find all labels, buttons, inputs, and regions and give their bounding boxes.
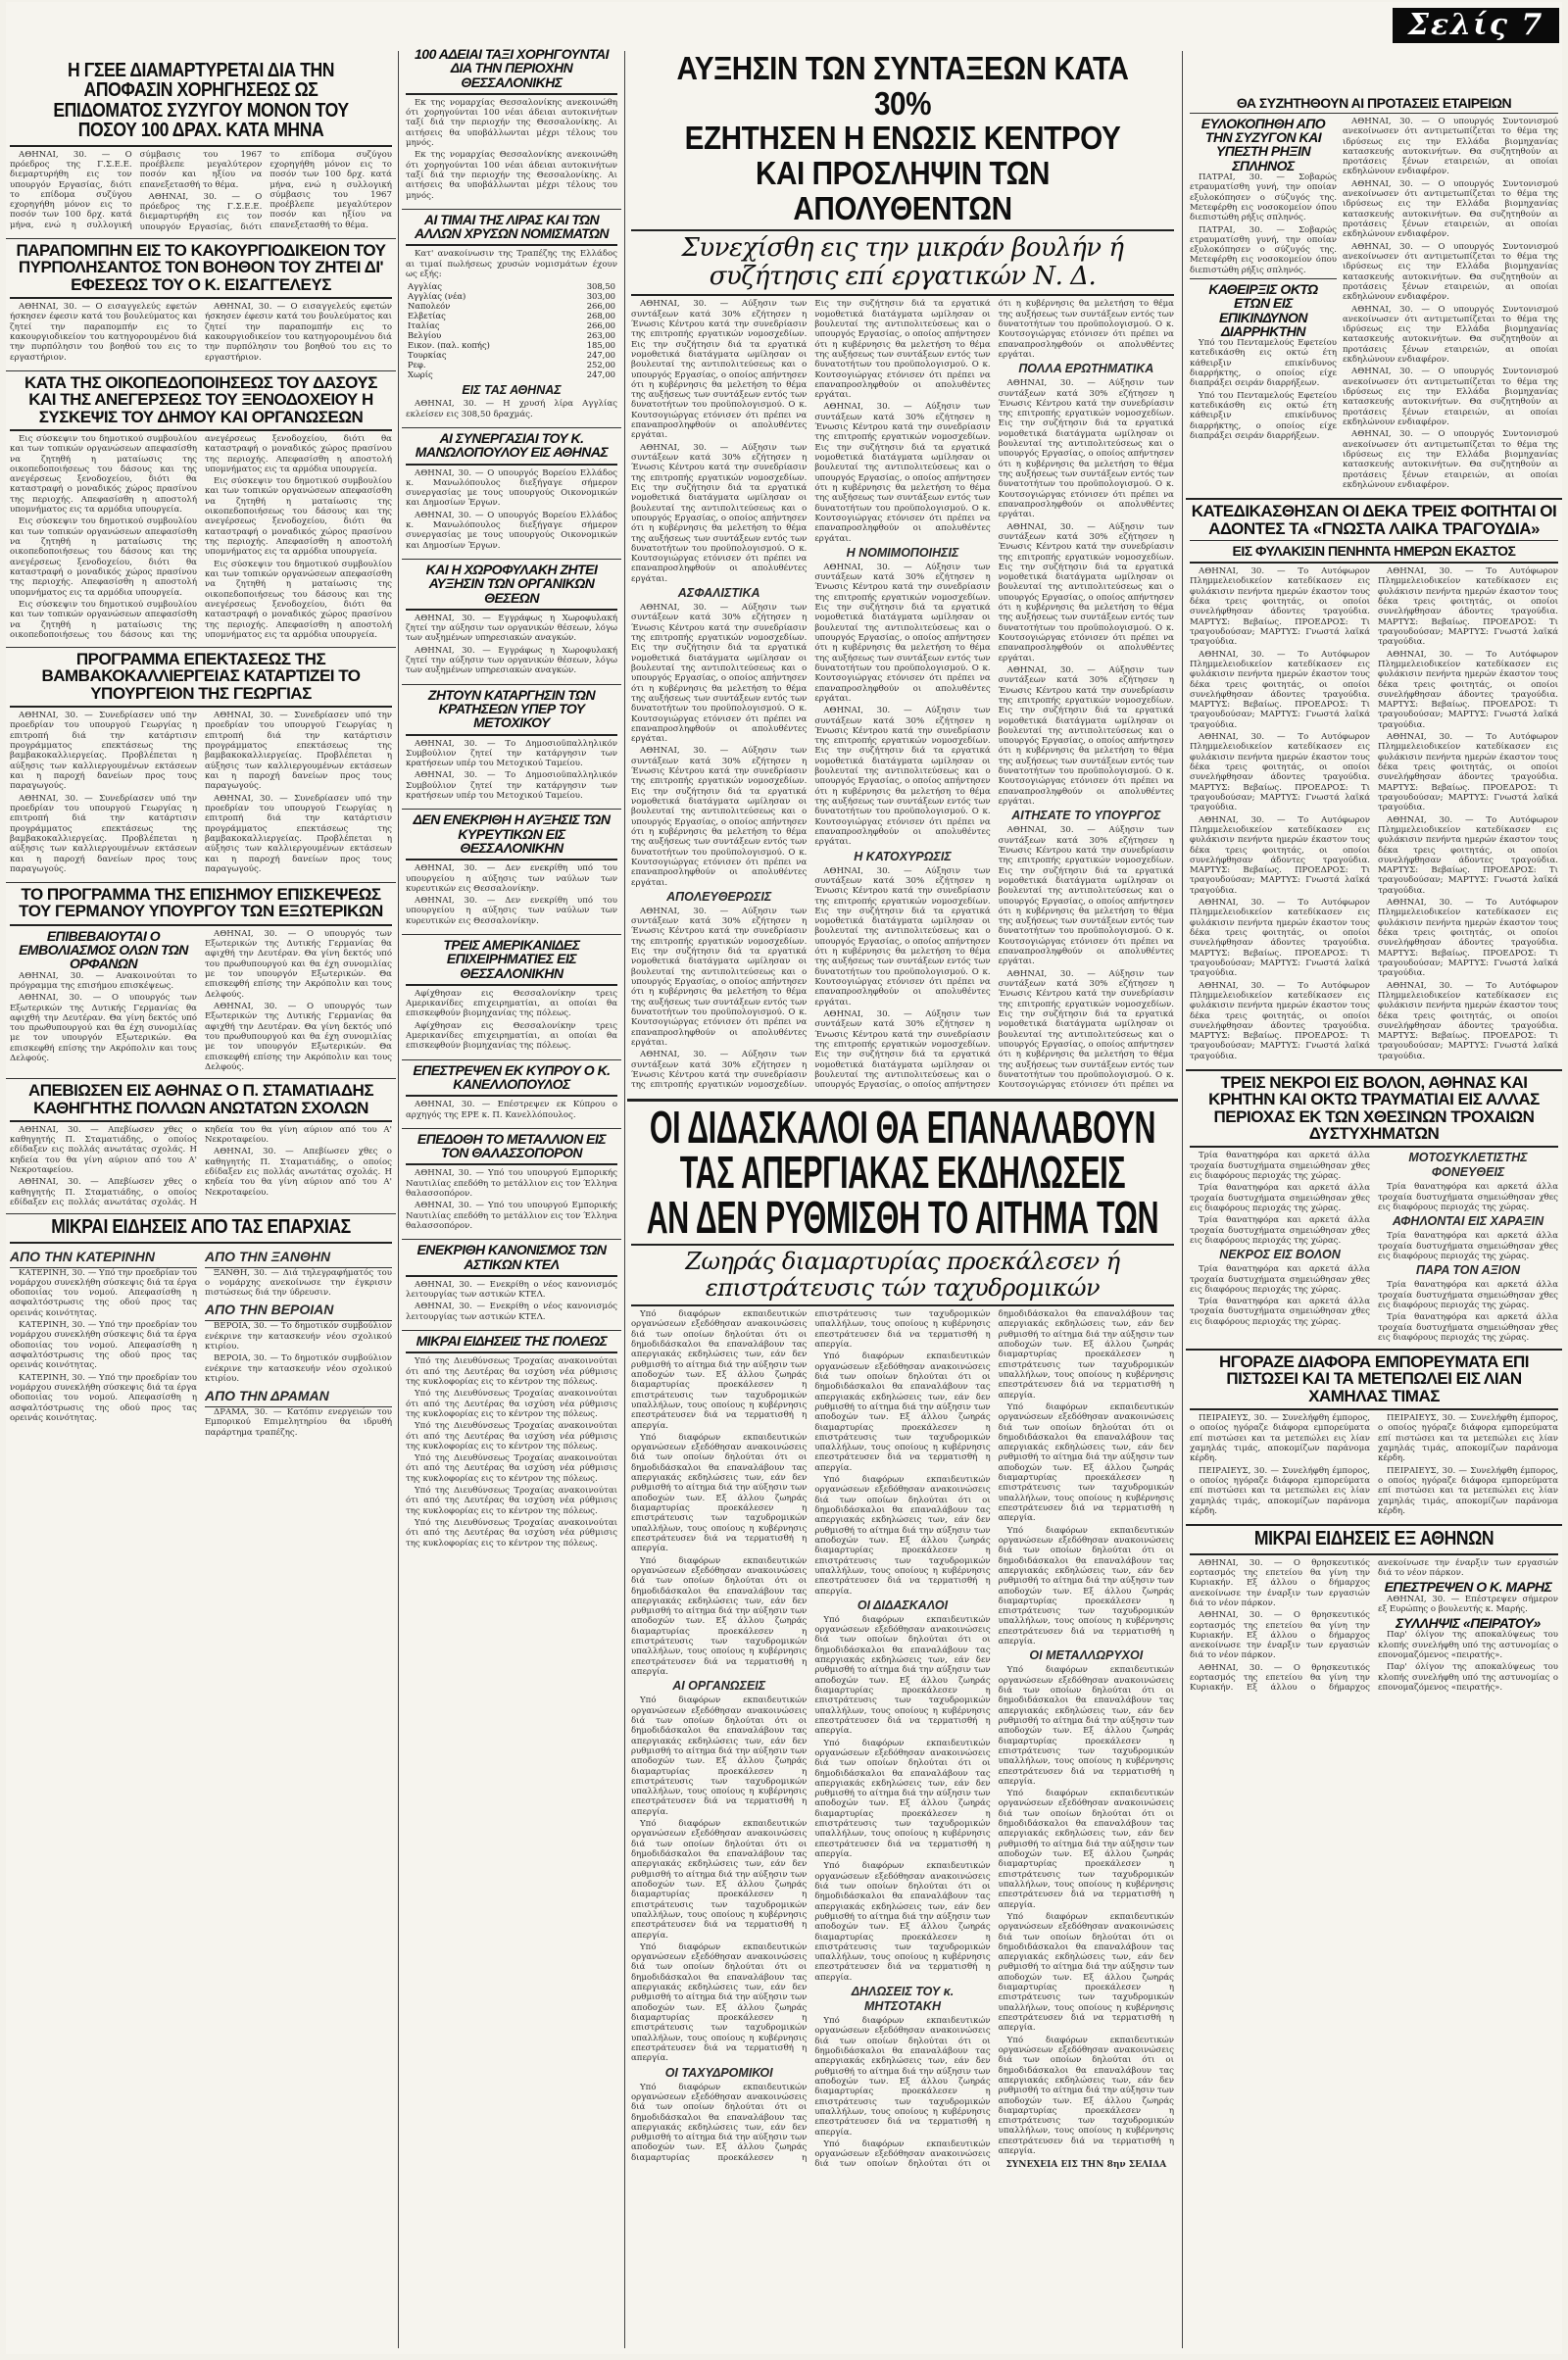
gold-price-table xyxy=(406,281,617,379)
article-body: ΑΘΗΝΑΙ, 30. — Υπό του υπουργού Εμπορικής Ναυτιλίας επεδόθη το μετάλλιον εις τον Έλληνα θαλασσοπόρον. ΑΘΗΝΑΙ, 30. — Υπό του υπουργού Εμπορικής Ναυτιλίας επεδόθη το μετάλλιον εις τον Έλληνα θαλασσοπόρον. xyxy=(406,1168,617,1231)
divider xyxy=(1190,113,1558,114)
subheadline: ΕΙΣ ΤΑΣ ΑΘΗΝΑΣ xyxy=(462,383,562,398)
article-manolopoulos xyxy=(406,431,617,553)
main-headline-line-3: ΚΑΙ ΠΡΟΣΛΗΨΙΝ ΤΩΝ ΑΠΟΛΥΘΕΝΤΩΝ xyxy=(755,154,1051,226)
headline: Η ΓΣΕΕ ΔΙΑΜΑΡΤΥΡΕΤΑΙ ΔΙΑ ΤΗΝ ΑΠΟΦΑΣΙΝ ΧΟΡΗΓΗΣΕΩΣ ΩΣ ΕΠΙΔΟΜΑΤΟΣ ΣΥΖΥΓΟΥ ΜΟΝΟΝ ΤΟΥ ΠΟΣΟΥ 100 ΔΡΑΧ. ΚΑΤΑ ΜΗΝΑ xyxy=(53,61,349,142)
headline: ΔΕΝ ΕΝΕΚΡΙΘΗ Η ΑΥΞΗΣΙΣ ΤΩΝ ΚΥΡΕΥΤΙΚΩΝ ΕΙΣ ΘΕΣΣΑΛΟΝΙΚΗΝ xyxy=(413,812,611,856)
article-body: ΑΘΗΝΑΙ, 30. — Απεβίωσεν χθες ο καθηγητής Π. Σταματιάδης, ο οποίος εδίδαξεν εις πολλάς ανωτάτας σχολάς. Η κηδεία του θα γίνη αύριον από του Α' Νεκροταφείου. ΑΘΗΝΑΙ, 30. — Απεβίωσεν χθες ο καθηγητής Π. Σταματιάδης, ο οποίος εδίδαξεν εις πολλάς ανωτάτας σχολάς. Η κηδεία του θα γίνη αύριον από του Α' Νεκροταφείου. ΑΘΗΝΑΙ, 30. — Απεβίωσεν χθες ο καθηγητής Π. Σταματιάδης, ο οποίος εδίδαξεν εις πολλάς ανωτάτας σχολάς. Η κηδεία του θα γίνη αύριον από του Α' Νεκροταφείου. xyxy=(10,1124,392,1208)
article-dasos xyxy=(10,374,392,641)
divider xyxy=(10,706,392,708)
headline: ΚΑΙ Η ΧΩΡΟΦΥΛΑΚΗ ΖΗΤΕΙ ΑΥΞΗΣΙΝ ΤΩΝ ΟΡΓΑΝΙΚΩΝ ΘΕΣΕΩΝ xyxy=(425,563,598,606)
coin-name: Ναπολεόν xyxy=(408,301,451,312)
gold-price-row xyxy=(406,340,617,350)
article-body: ΑΘΗΝΑΙ, 30. — Εγγράφως η Χωροφυλακή ζητεί την αύξησιν των οργανικών θέσεων, λόγω των αυξημένων υπηρεσιακών αναγκών. ΑΘΗΝΑΙ, 30. — Εγγράφως η Χωροφυλακή ζητεί την αύξησιν των οργανικών θέσεων, λόγω των αυξημένων υπηρεσιακών αναγκών. xyxy=(406,613,617,676)
main-headline-line-1: ΑΥΞΗΣΙΝ ΤΩΝ ΣΥΝΤΑΞΕΩΝ ΚΑΤΑ 30% xyxy=(676,51,1129,122)
second-headline-line-2: ΤΑΣ ΑΠΕΡΓΙΑΚΑΣ ΕΚΔΗΛΩΣΕΙΣ xyxy=(679,1147,1126,1199)
divider xyxy=(406,609,617,611)
divider xyxy=(406,244,617,246)
subheadline: Η ΝΟΜΙΜΟΠΟΙΗΣΙΣ xyxy=(846,545,959,560)
headline: ΜΙΚΡΑΙ ΕΙΔΗΣΕΙΣ ΑΠΟ ΤΑΣ ΕΠΑΡΧΙΑΣ xyxy=(51,1217,351,1239)
subheadline: ΑΦΗΛΟΝΤΑΙ ΕΙΣ ΧΑΡΑΞΙΝ xyxy=(1392,1214,1544,1229)
divider xyxy=(402,209,621,210)
article-body: ΑΘΗΝΑΙ, 30. — Αύξησιν των συντάξεων κατά 30% εζήτησεν η Ένωσις Κέντρου κατά την συνεδρίασιν της επιτροπής εργατικών νομοσχεδίων. Εις την συζήτησιν διά τα εργατικά νομοθετικά διατάγματα ωμίλησαν οι βουλευταί της αντιπολιτεύσεως και ο υπουργός Εργασίας, ο οποίος απήντησεν ότι η κυβέρνησις θα μελετήση το θέμα της αυξήσεως των συντάξεων εντός των δυνατοτήτων του προϋπολογισμού. Ο κ. Κουτσογιώργας ετόνισεν ότι πρέπει να επαναπροσληφθούν οι απολυθέντες εργάται. ΑΘΗΝΑΙ, 30. — Αύξησιν των συντάξεων κατά 30% εζήτησεν η Ένωσις Κέντρου κατά την συνεδρίασιν της επιτροπής εργατικών νομοσχεδίων. Εις την συζήτησιν διά τα εργατικά νομοθετικά διατάγματα ωμίλησαν οι βουλευταί της αντιπολιτεύσεως και ο υπουργός Εργασίας, ο οποίος απήντησεν ότι η κυβέρνησις θα μελετήση το θέμα της αυξήσεως των συντάξεων εντός των δυνατοτήτων του προϋπολογισμού. Ο κ. Κουτσογιώργας ετόνισεν ότι πρέπει να επαναπροσληφθούν οι απολυθέντες εργάται. ΑΣΦΑΛΙΣΤΙΚΑ ΑΘΗΝΑΙ, 30. — Αύξησιν των συντάξεων κατά 30% εζήτησεν η Ένωσις Κέντρου κατά την συνεδρίασιν της επιτροπής εργατικών νομοσχεδίων. Εις την συζήτησιν διά τα εργατικά νομοθετικά διατάγματα ωμίλησαν οι βουλευταί της αντιπολιτεύσεως και ο υπουργός Εργασίας, ο οποίος απήντησεν ότι η κυβέρνησις θα μελετήση το θέμα της αυξήσεως των συντάξεων εντός των δυνατοτήτων του προϋπολογισμού. Ο κ. Κουτσογιώργας ετόνισεν ότι πρέπει να επαναπροσληφθούν οι απολυθέντες εργάται. ΑΘΗΝΑΙ, 30. — Αύξησιν των συντάξεων κατά 30% εζήτησεν η Ένωσις Κέντρου κατά την συνεδρίασιν της επιτροπής εργατικών νομοσχεδίων. Εις την συζήτησιν διά τα εργατικά νομοθετικά διατάγματα ωμίλησαν οι βουλευταί της αντιπολιτεύσεως και ο υπουργός Εργασίας, ο οποίος απήντησεν ότι η κυβέρνησις θα μελετήση το θέμα της αυξήσεως των συντάξεων εντός των δυνατοτήτων του προϋπολογισμού. Ο κ. Κουτσογιώργας ετόνισεν ότι πρέπει να επαναπροσληφθούν οι απολυθέντες εργάται. ΑΠΟΛΕΥΘΕΡΩΣΙΣ ΑΘΗΝΑΙ, 30. — Αύξησιν των συντάξεων κατά 30% εζήτησεν η Ένωσις Κέντρου κατά την συνεδρίασιν της επιτροπής εργατικών νομοσχεδίων. Εις την συζήτησιν διά τα εργατικά νομοθετικά διατάγματα ωμίλησαν οι βουλευταί της αντιπολιτεύσεως και ο υπουργός Εργασίας, ο οποίος απήντησεν ότι η κυβέρνησις θα μελετήση το θέμα της αυξήσεως των συντάξεων εντός των δυνατοτήτων του προϋπολογισμού. Ο κ. Κουτσογιώργας ετόνισεν ότι πρέπει να επαναπροσληφθούν οι απολυθέντες εργάται. ΑΘΗΝΑΙ, 30. — Αύξησιν των συντάξεων κατά 30% εζήτησεν η Ένωσις Κέντρου κατά την συνεδρίασιν της επιτροπής εργατικών νομοσχεδίων. Εις την συζήτησιν διά τα εργατικά νομοθετικά διατάγματα ωμίλησαν οι βουλευταί της αντιπολιτεύσεως και ο υπουργός Εργασίας, ο οποίος απήντησεν ότι η κυβέρνησις θα μελετήση το θέμα της αυξήσεως των συντάξεων εντός των δυνατοτήτων του προϋπολογισμού. Ο κ. Κουτσογιώργας ετόνισεν ότι πρέπει να επαναπροσληφθούν οι απολυθέντες εργάται. ΑΘΗΝΑΙ, 30. — Αύξησιν των συντάξεων κατά 30% εζήτησεν η Ένωσις Κέντρου κατά την συνεδρίασιν της επιτροπής εργατικών νομοσχεδίων. Εις την συζήτησιν διά τα εργατικά νομοθετικά διατάγματα ωμίλησαν οι βουλευταί της αντιπολιτεύσεως και ο υπουργός Εργασίας, ο οποίος απήντησεν ότι η κυβέρνησις θα μελετήση το θέμα της αυξήσεως των συντάξεων εντός των δυνατοτήτων του προϋπολογισμού. Ο κ. Κουτσογιώργας ετόνισεν ότι πρέπει να επαναπροσληφθούν οι απολυθέντες εργάται. Η ΝΟΜΙΜΟΠΟΙΗΣΙΣ ΑΘΗΝΑΙ, 30. — Αύξησιν των συντάξεων κατά 30% εζήτησεν η Ένωσις Κέντρου κατά την συνεδρίασιν της επιτροπής εργατικών νομοσχεδίων. Εις την συζήτησιν διά τα εργατικά νομοθετικά διατάγματα ωμίλησαν οι βουλευταί της αντιπολιτεύσεως και ο υπουργός Εργασίας, ο οποίος απήντησεν ότι η κυβέρνησις θα μελετήση το θέμα της αυξήσεως των συντάξεων εντός των δυνατοτήτων του προϋπολογισμού. Ο κ. Κουτσογιώργας ετόνισεν ότι πρέπει να επαναπροσληφθούν οι απολυθέντες εργάται. ΑΘΗΝΑΙ, 30. — Αύξησιν των συντάξεων κατά 30% εζήτησεν η Ένωσις Κέντρου κατά την συνεδρίασιν της επιτροπής εργατικών νομοσχεδίων. Εις την συζήτησιν διά τα εργατικά νομοθετικά διατάγματα ωμίλησαν οι βουλευταί της αντιπολιτεύσεως και ο υπουργός Εργασίας, ο οποίος απήντησεν ότι η κυβέρνησις θα μελετήση το θέμα της αυξήσεως των συντάξεων εντός των δυνατοτήτων του προϋπολογισμού. Ο κ. Κουτσογιώργας ετόνισεν ότι πρέπει να επαναπροσληφθούν οι απολυθέντες εργάται. Η ΚΑΤΟΧΥΡΩΣΙΣ ΑΘΗΝΑΙ, 30. — Αύξησιν των συντάξεων κατά 30% εζήτησεν η Ένωσις Κέντρου κατά την συνεδρίασιν της επιτροπής εργατικών νομοσχεδίων. Εις την συζήτησιν διά τα εργατικά νομοθετικά διατάγματα ωμίλησαν οι βουλευταί της αντιπολιτεύσεως και ο υπουργός Εργασίας, ο οποίος απήντησεν ότι η κυβέρνησις θα μελετήση το θέμα της αυξήσεως των συντάξεων εντός των δυνατοτήτων του προϋπολογισμού. Ο κ. Κουτσογιώργας ετόνισεν ότι πρέπει να επαναπροσληφθούν οι απολυθέντες εργάται. ΑΘΗΝΑΙ, 30. — Αύξησιν των συντάξεων κατά 30% εζήτησεν η Ένωσις Κέντρου κατά την συνεδρίασιν της επιτροπής εργατικών νομοσχεδίων. Εις την συζήτησιν διά τα εργατικά νομοθετικά διατάγματα ωμίλησαν οι βουλευταί της αντιπολιτεύσεως και ο υπουργός Εργασίας, ο οποίος απήντησεν ότι η κυβέρνησις θα μελετήση το θέμα της αυξήσεως των συντάξεων εντός των δυνατοτήτων του προϋπολογισμού. Ο κ. Κουτσογιώργας ετόνισεν ότι πρέπει να επαναπροσληφθούν οι απολυθέντες εργάται. ΠΟΛΛΑ ΕΡΩΤΗΜΑΤΙΚΑ ΑΘΗΝΑΙ, 30. — Αύξησιν των συντάξεων κατά 30% εζήτησεν η Ένωσις Κέντρου κατά την συνεδρίασιν της επιτροπής εργατικών νομοσχεδίων. Εις την συζήτησιν διά τα εργατικά νομοθετικά διατάγματα ωμίλησαν οι βουλευταί της αντιπολιτεύσεως και ο υπουργός Εργασίας, ο οποίος απήντησεν ότι η κυβέρνησις θα μελετήση το θέμα της αυξήσεως των συντάξεων εντός των δυνατοτήτων του προϋπολογισμού. Ο κ. Κουτσογιώργας ετόνισεν ότι πρέπει να επαναπροσληφθούν οι απολυθέντες εργάται. ΑΘΗΝΑΙ, 30. — Αύξησιν των συντάξεων κατά 30% εζήτησεν η Ένωσις Κέντρου κατά την συνεδρίασιν της επιτροπής εργατικών νομοσχεδίων. Εις την συζήτησιν διά τα εργατικά νομοθετικά διατάγματα ωμίλησαν οι βουλευταί της αντιπολιτεύσεως και ο υπουργός Εργασίας, ο οποίος απήντησεν ότι η κυβέρνησις θα μελετήση το θέμα της αυξήσεως των συντάξεων εντός των δυνατοτήτων του προϋπολογισμού. Ο κ. Κουτσογιώργας ετόνισεν ότι πρέπει να επαναπροσληφθούν οι απολυθέντες εργάται. ΑΘΗΝΑΙ, 30. — Αύξησιν των συντάξεων κατά 30% εζήτησεν η Ένωσις Κέντρου κατά την συνεδρίασιν της επιτροπής εργατικών νομοσχεδίων. Εις την συζήτησιν διά τα εργατικά νομοθετικά διατάγματα ωμίλησαν οι βουλευταί της αντιπολιτεύσεως και ο υπουργός Εργασίας, ο οποίος απήντησεν ότι η κυβέρνησις θα μελετήση το θέμα της αυξήσεως των συντάξεων εντός των δυνατοτήτων του προϋπολογισμού. Ο κ. Κουτσογιώργας ετόνισεν ότι πρέπει να επαναπροσληφθούν οι απολυθέντες εργάται. ΑΙΤΗΣΑΤΕ ΤΟ ΥΠΟΥΡΓΟΣ ΑΘΗΝΑΙ, 30. — Αύξησιν των συντάξεων κατά 30% εζήτησεν η Ένωσις Κέντρου κατά την συνεδρίασιν της επιτροπής εργατικών νομοσχεδίων. Εις την συζήτησιν διά τα εργατικά νομοθετικά διατάγματα ωμίλησαν οι βουλευταί της αντιπολιτεύσεως και ο υπουργός Εργασίας, ο οποίος απήντησεν ότι η κυβέρνησις θα μελετήση το θέμα της αυξήσεως των συντάξεων εντός των δυνατοτήτων του προϋπολογισμού. Ο κ. Κουτσογιώργας ετόνισεν ότι πρέπει να επαναπροσληφθούν οι απολυθέντες εργάται. ΑΘΗΝΑΙ, 30. — Αύξησιν των συντάξεων κατά 30% εζήτησεν η Ένωσις Κέντρου κατά την συνεδρίασιν της επιτροπής εργατικών νομοσχεδίων. Εις την συζήτησιν διά τα εργατικά νομοθετικά διατάγματα ωμίλησαν οι βουλευταί της αντιπολιτεύσεως και ο υπουργός Εργασίας, ο οποίος απήντησεν ότι η κυβέρνησις θα μελετήση το θέμα της αυξήσεως των συντάξεων εντός των δυνατοτήτων του προϋπολογισμού. Ο κ. Κουτσογιώργας ετόνισεν ότι πρέπει να xyxy=(631,299,1174,1091)
headline: ΕΠΕΣΤΡΕΨΕΝ Ο Κ. ΜΑΡΗΣ xyxy=(1384,1579,1552,1596)
gold-price-row xyxy=(406,350,617,360)
headline: ΤΟ ΠΡΟΓΡΑΜΜΑ ΤΗΣ ΕΠΙΣΗΜΟΥ ΕΠΙΣΚΕΨΕΩΣ ΤΟΥ ΓΕΡΜΑΝΟΥ ΥΠΟΥΡΓΟΥ ΤΩΝ ΕΞΩΤΕΡΙΚΩΝ xyxy=(19,886,383,921)
column-divider xyxy=(1182,51,1183,2348)
coin-name: Χωρίς xyxy=(408,369,433,380)
gold-price-row xyxy=(406,281,617,291)
subheadline: ΔΗΛΩΣΕΙΣ ΤΟΥ κ. ΜΗΤΣΟΤΑΚΗ xyxy=(851,1985,955,2014)
article-foitites xyxy=(1190,503,1558,1063)
coin-price: 247,00 xyxy=(586,369,615,380)
subheadline: ΜΟΤΟΣΥΚΛΕΤΙΣΤΗΣ ΦΟΝΕΥΘΕΙΣ xyxy=(1408,1151,1528,1180)
second-headline-line-1: ΟΙ ΔΙΔΑΣΚΑΛΟΙ ΘΑ ΕΠΑΝΑΛΑΒΟΥΝ xyxy=(649,1105,1156,1154)
gold-price-row xyxy=(406,301,617,311)
headline: ΣΥΛΛΗΨΙΣ «ΠΕΙΡΑΤΟΥ» xyxy=(1396,1615,1541,1632)
article-body: Εις σύσκεψιν του δημοτικού συμβουλίου και των τοπικών οργανώσεων απεφασίσθη να ζητηθή η ματαίωσις της οικοπεδοποιήσεως του δάσους και της ανεγέρσεως ξενοδοχείου, διότι θα καταστραφή ο μοναδικός χώρος πρασίνου της περιοχής. Απεφασίσθη η αποστολή υπομνήματος εις τα αρμόδια υπουργεία. Εις σύσκεψιν του δημοτικού συμβουλίου και των τοπικών οργανώσεων απεφασίσθη να ζητηθή η ματαίωσις της οικοπεδοποιήσεως του δάσους και της ανεγέρσεως ξενοδοχείου, διότι θα καταστραφή ο μοναδικός χώρος πρασίνου της περιοχής. Απεφασίσθη η αποστολή υπομνήματος εις τα αρμόδια υπουργεία. Εις σύσκεψιν του δημοτικού συμβουλίου και των τοπικών οργανώσεων απεφασίσθη να ζητηθή η ματαίωσις της οικοπεδοποιήσεως του δάσους και της ανεγέρσεως ξενοδοχείου, διότι θα καταστραφή ο μοναδικός χώρος πρασίνου της περιοχής. Απεφασίσθη η αποστολή υπομνήματος εις τα αρμόδια υπουργεία. Εις σύσκεψιν του δημοτικού συμβουλίου και των τοπικών οργανώσεων απεφασίσθη να ζητηθή η ματαίωσις της οικοπεδοποιήσεως του δάσους και της ανεγέρσεως ξενοδοχείου, διότι θα καταστραφή ο μοναδικός χώρος πρασίνου της περιοχής. Απεφασίσθη η αποστολή υπομνήματος εις τα αρμόδια υπουργεία. Εις σύσκεψιν του δημοτικού συμβουλίου και των τοπικών οργανώσεων απεφασίσθη να ζητηθή η ματαίωσις της οικοπεδοποιήσεως του δάσους και της ανεγέρσεως ξενοδοχείου, διότι θα καταστραφή ο μοναδικός χώρος πρασίνου της περιοχής. Απεφασίσθη η αποστολή υπομνήματος εις τα αρμόδια υπουργεία. xyxy=(10,433,392,640)
sidebar-article xyxy=(1190,117,1337,492)
headline: ΠΑΡΑΠΟΜΠΗΝ ΕΙΣ ΤΟ ΚΑΚΟΥΡΓΙΟΔΙΚΕΙΟΝ ΤΟΥ ΠΥΡΠΟΛΗΣΑΝΤΟΣ ΤΟΝ ΒΟΗΘΟΝ ΤΟΥ ΖΗΤΕΙ ΔΙ' ΕΦΕΣΕΩΣ ΤΟΥ Ο Κ. ΕΙΣΑΓΓΕΛΕΥΣ xyxy=(16,242,386,294)
article-body: ΑΘΗΝΑΙ, 30. — Επέστρεψεν εκ Κύπρου ο αρχηγός της ΕΡΕ κ. Π. Κανελλόπουλος. xyxy=(406,1100,617,1120)
article-kanellopoulos xyxy=(406,1063,617,1122)
divider xyxy=(10,1242,392,1244)
coin-name: Ελβετίας xyxy=(408,311,446,321)
coin-price: 263,00 xyxy=(586,330,615,341)
divider xyxy=(406,1163,617,1165)
divider xyxy=(631,229,1174,231)
article-emporos xyxy=(1190,1353,1558,1518)
divider xyxy=(1186,1524,1562,1526)
article-xorofylaki xyxy=(406,563,617,678)
divider xyxy=(406,734,617,736)
divider xyxy=(406,1275,617,1277)
headline: ΗΓΟΡΑΖΕ ΔΙΑΦΟΡΑ ΕΜΠΟΡΕΥΜΑΤΑ ΕΠΙ ΠΙΣΤΩΣΕΙ ΚΑΙ ΤΑ ΜΕΤΕΠΩΛΕΙ ΕΙΣ ΛΙΑΝ ΧΑΜΗΛΑΣ ΤΙΜΑΣ xyxy=(1219,1353,1529,1405)
divider xyxy=(402,934,621,935)
subheadline: ΑΙΤΗΣΑΤΕ ΤΟ ΥΠΟΥΡΓΟΣ xyxy=(1011,809,1161,823)
article-body: Κατ' ανακοίνωσιν της Τραπέζης της Ελλάδος αι τιμαί πωλήσεως χρυσών νομισμάτων έχουν ως εξής: xyxy=(406,249,617,280)
lead-article-didaskaloi xyxy=(631,1105,1174,2348)
divider xyxy=(1186,1349,1562,1351)
headline: ΑΙ ΣΥΝΕΡΓΑΣΙΑΙ ΤΟΥ Κ. ΜΑΝΩΛΟΠΟΥΛΟΥ ΕΙΣ ΑΘΗΝΑΣ xyxy=(415,431,609,461)
article-german-minister xyxy=(10,886,392,1072)
article-body: ΑΘΗΝΑΙ, 30. — Ο πρόεδρος της Γ.Σ.Ε.Ε. διεμαρτυρήθη εις τον υπουργόν Εργασίας, διότι το επίδομα συζύγου εχορηγήθη μόνον εις το ποσόν των 100 δρχ. κατά μήνα, ενώ η συλλογική σύμβασις του 1967 προέβλεπε μεγαλύτερον ποσόν και ηξίου να επανεξετασθή το θέμα. ΑΘΗΝΑΙ, 30. — Ο πρόεδρος της Γ.Σ.Ε.Ε. διεμαρτυρήθη εις τον υπουργόν Εργασίας, διότι το επίδομα συζύγου εχορηγήθη μόνον εις το ποσόν των 100 δρχ. κατά μήνα, ενώ η συλλογική σύμβασις του 1967 προέβλεπε μεγαλύτερον ποσόν και ηξίου να επανεξετασθή το θέμα. xyxy=(10,149,392,232)
coin-name: Αγγλίας (νέα) xyxy=(408,291,466,302)
divider xyxy=(10,429,392,431)
article-body: ΑΘΗΝΑΙ, 30. — Το Δημοσιοϋπαλληλικόν Συμβούλιον ζητεί την κατάργησιν των κρατήσεων υπέρ του Μετοχικού Ταμείου. ΑΘΗΝΑΙ, 30. — Το Δημοσιοϋπαλληλικόν Συμβούλιον ζητεί την κατάργησιν των κρατήσεων υπέρ του Μετοχικού Ταμείου. xyxy=(406,738,617,802)
divider xyxy=(10,924,392,926)
article-gsee xyxy=(10,61,392,232)
article-stamatiadis xyxy=(10,1082,392,1207)
divider xyxy=(627,1099,1178,1102)
divider xyxy=(631,1244,1174,1246)
divider xyxy=(406,1095,617,1097)
divider xyxy=(1186,498,1562,500)
divider xyxy=(406,859,617,860)
section-label: ΑΠΟ ΤΗΝ ΒΕΡΟΙΑΝ xyxy=(205,1300,392,1321)
coin-price: 303,00 xyxy=(586,291,615,302)
subheadline: ΕΙΣ ΦΥΛΑΚΙΣΙΝ ΠΕΝΗΝΤΑ ΗΜΕΡΩΝ ΕΚΑΣΤΟΣ xyxy=(1232,542,1516,559)
article-ktel xyxy=(406,1243,617,1324)
headline: ΚΑΘΕΙΡΞΙΣ ΟΚΤΩ ΕΤΩΝ ΕΙΣ ΕΠΙΚΙΝΔΥΝΟΝ ΔΙΑΡΡΗΚΤΗΝ xyxy=(1208,281,1318,339)
column-3 xyxy=(627,51,1178,2348)
article-body: Αφίχθησαν εις Θεσσαλονίκην τρεις Αμερικανίδες επιχειρηματίαι, αι οποίαι θα επισκεφθούν βιομηχανίας της πόλεως. Αφίχθησαν εις Θεσσαλονίκην τρεις Αμερικανίδες επιχειρηματίαι, αι οποίαι θα επισκεφθούν βιομηχανίας της πόλεως. xyxy=(406,988,617,1052)
coin-name: Ρεφ. xyxy=(408,360,426,370)
coin-name: Τουρκίας xyxy=(408,350,447,361)
article-kyreftika xyxy=(406,812,617,928)
headline: ΕΥΛΟΚΟΠΗΘΗ ΑΠΟ ΤΗΝ ΣΥΖΥΓΟΝ ΚΑΙ ΥΠΕΣΤΗ ΡΗΞΙΝ ΣΠΛΗΝΟΣ xyxy=(1200,115,1326,173)
newspaper-page xyxy=(6,2,1562,2354)
article-body: ΑΘΗΝΑΙ, 30. — Η χρυσή λίρα Αγγλίας εκλείσεν εις 308,50 δραχμάς. xyxy=(406,399,617,419)
gold-price-row xyxy=(406,330,617,340)
divider xyxy=(631,1304,1174,1306)
article-body: Υπό διαφόρων εκπαιδευτικών οργανώσεων εξεδόθησαν ανακοινώσεις διά των οποίων δηλούται ότι οι δημοδιδάσκαλοι θα επαναλάβουν τας απεργιακάς εκδηλώσεις των, εάν δεν ρυθμισθή το αίτημα διά την αύξησιν των αποδοχών των. Εξ άλλου ζωηράς διαμαρτυρίας προεκάλεσεν η επιστράτευσις των ταχυδρομικών υπαλλήλων, τους οποίους η κυβέρνησις επεστράτευσεν διά να τερματισθή η απεργία. Υπό διαφόρων εκπαιδευτικών οργανώσεων εξεδόθησαν ανακοινώσεις διά των οποίων δηλούται ότι οι δημοδιδάσκαλοι θα επαναλάβουν τας απεργιακάς εκδηλώσεις των, εάν δεν ρυθμισθή το αίτημα διά την αύξησιν των αποδοχών των. Εξ άλλου ζωηράς διαμαρτυρίας προεκάλεσεν η επιστράτευσις των ταχυδρομικών υπαλλήλων, τους οποίους η κυβέρνησις επεστράτευσεν διά να τερματισθή η απεργία. Υπό διαφόρων εκπαιδευτικών οργανώσεων εξεδόθησαν ανακοινώσεις διά των οποίων δηλούται ότι οι δημοδιδάσκαλοι θα επαναλάβουν τας απεργιακάς εκδηλώσεις των, εάν δεν ρυθμισθή το αίτημα διά την αύξησιν των αποδοχών των. Εξ άλλου ζωηράς διαμαρτυρίας προεκάλεσεν η επιστράτευσις των ταχυδρομικών υπαλλήλων, τους οποίους η κυβέρνησις επεστράτευσεν διά να τερματισθή η απεργία. ΑΙ ΟΡΓΑΝΩΣΕΙΣ Υπό διαφόρων εκπαιδευτικών οργανώσεων εξεδόθησαν ανακοινώσεις διά των οποίων δηλούται ότι οι δημοδιδάσκαλοι θα επαναλάβουν τας απεργιακάς εκδηλώσεις των, εάν δεν ρυθμισθή το αίτημα διά την αύξησιν των αποδοχών των. Εξ άλλου ζωηράς διαμαρτυρίας προεκάλεσεν η επιστράτευσις των ταχυδρομικών υπαλλήλων, τους οποίους η κυβέρνησις επεστράτευσεν διά να τερματισθή η απεργία. Υπό διαφόρων εκπαιδευτικών οργανώσεων εξεδόθησαν ανακοινώσεις διά των οποίων δηλούται ότι οι δημοδιδάσκαλοι θα επαναλάβουν τας απεργιακάς εκδηλώσεις των, εάν δεν ρυθμισθή το αίτημα διά την αύξησιν των αποδοχών των. Εξ άλλου ζωηράς διαμαρτυρίας προεκάλεσεν η επιστράτευσις των ταχυδρομικών υπαλλήλων, τους οποίους η κυβέρνησις επεστράτευσεν διά να τερματισθή η απεργία. Υπό διαφόρων εκπαιδευτικών οργανώσεων εξεδόθησαν ανακοινώσεις διά των οποίων δηλούται ότι οι δημοδιδάσκαλοι θα επαναλάβουν τας απεργιακάς εκδηλώσεις των, εάν δεν ρυθμισθή το αίτημα διά την αύξησιν των αποδοχών των. Εξ άλλου ζωηράς διαμαρτυρίας προεκάλεσεν η επιστράτευσις των ταχυδρομικών υπαλλήλων, τους οποίους η κυβέρνησις επεστράτευσεν διά να τερματισθή η απεργία. ΟΙ ΤΑΧΥΔΡΟΜΙΚΟΙ Υπό διαφόρων εκπαιδευτικών οργανώσεων εξεδόθησαν ανακοινώσεις διά των οποίων δηλούται ότι οι δημοδιδάσκαλοι θα επαναλάβουν τας απεργιακάς εκδηλώσεις των, εάν δεν ρυθμισθή το αίτημα διά την αύξησιν των αποδοχών των. Εξ άλλου ζωηράς διαμαρτυρίας προεκάλεσεν η επιστράτευσις των ταχυδρομικών υπαλλήλων, τους οποίους η κυβέρνησις επεστράτευσεν διά να τερματισθή η απεργία. Υπό διαφόρων εκπαιδευτικών οργανώσεων εξεδόθησαν ανακοινώσεις διά των οποίων δηλούται ότι οι δημοδιδάσκαλοι θα επαναλάβουν τας απεργιακάς εκδηλώσεις των, εάν δεν ρυθμισθή το αίτημα διά την αύξησιν των αποδοχών των. Εξ άλλου ζωηράς διαμαρτυρίας προεκάλεσεν η επιστράτευσις των ταχυδρομικών υπαλλήλων, τους οποίους η κυβέρνησις επεστράτευσεν διά να τερματισθή η απεργία. Υπό διαφόρων εκπαιδευτικών οργανώσεων εξεδόθησαν ανακοινώσεις διά των οποίων δηλούται ότι οι δημοδιδάσκαλοι θα επαναλάβουν τας απεργιακάς εκδηλώσεις των, εάν δεν ρυθμισθή το αίτημα διά την αύξησιν των αποδοχών των. Εξ άλλου ζωηράς διαμαρτυρίας προεκάλεσεν η επιστράτευσις των ταχυδρομικών υπαλλήλων, τους οποίους η κυβέρνησις επεστράτευσεν διά να τερματισθή η απεργία. ΟΙ ΔΙΔΑΣΚΑΛΟΙ Υπό διαφόρων εκπαιδευτικών οργανώσεων εξεδόθησαν ανακοινώσεις διά των οποίων δηλούται ότι οι δημοδιδάσκαλοι θα επαναλάβουν τας απεργιακάς εκδηλώσεις των, εάν δεν ρυθμισθή το αίτημα διά την αύξησιν των αποδοχών των. Εξ άλλου ζωηράς διαμαρτυρίας προεκάλεσεν η επιστράτευσις των ταχυδρομικών υπαλλήλων, τους οποίους η κυβέρνησις επεστράτευσεν διά να τερματισθή η απεργία. Υπό διαφόρων εκπαιδευτικών οργανώσεων εξεδόθησαν ανακοινώσεις διά των οποίων δηλούται ότι οι δημοδιδάσκαλοι θα επαναλάβουν τας απεργιακάς εκδηλώσεις των, εάν δεν ρυθμισθή το αίτημα διά την αύξησιν των αποδοχών των. Εξ άλλου ζωηράς διαμαρτυρίας προεκάλεσεν η επιστράτευσις των ταχυδρομικών υπαλλήλων, τους οποίους η κυβέρνησις επεστράτευσεν διά να τερματισθή η απεργία. Υπό διαφόρων εκπαιδευτικών οργανώσεων εξεδόθησαν ανακοινώσεις διά των οποίων δηλούται ότι οι δημοδιδάσκαλοι θα επαναλάβουν τας απεργιακάς εκδηλώσεις των, εάν δεν ρυθμισθή το αίτημα διά την αύξησιν των αποδοχών των. Εξ άλλου ζωηράς διαμαρτυρίας προεκάλεσεν η επιστράτευσις των ταχυδρομικών υπαλλήλων, τους οποίους η κυβέρνησις επεστράτευσεν διά να τερματισθή η απεργία. ΔΗΛΩΣΕΙΣ ΤΟΥ κ. ΜΗΤΣΟΤΑΚΗ Υπό διαφόρων εκπαιδευτικών οργανώσεων εξεδόθησαν ανακοινώσεις διά των οποίων δηλούται ότι οι δημοδιδάσκαλοι θα επαναλάβουν τας απεργιακάς εκδηλώσεις των, εάν δεν ρυθμισθή το αίτημα διά την αύξησιν των αποδοχών των. Εξ άλλου ζωηράς διαμαρτυρίας προεκάλεσεν η επιστράτευσις των ταχυδρομικών υπαλλήλων, τους οποίους η κυβέρνησις επεστράτευσεν διά να τερματισθή η απεργία. Υπό διαφόρων εκπαιδευτικών οργανώσεων εξεδόθησαν ανακοινώσεις διά των οποίων δηλούται ότι οι δημοδιδάσκαλοι θα επαναλάβουν τας απεργιακάς εκδηλώσεις των, εάν δεν ρυθμισθή το αίτημα διά την αύξησιν των αποδοχών των. Εξ άλλου ζωηράς διαμαρτυρίας προεκάλεσεν η επιστράτευσις των ταχυδρομικών υπαλλήλων, τους οποίους η κυβέρνησις επεστράτευσεν διά να τερματισθή η απεργία. Υπό διαφόρων εκπαιδευτικών οργανώσεων εξεδόθησαν ανακοινώσεις διά των οποίων δηλούται ότι οι δημοδιδάσκαλοι θα επαναλάβουν τας απεργιακάς εκδηλώσεις των, εάν δεν ρυθμισθή το αίτημα διά την αύξησιν των αποδοχών των. Εξ άλλου ζωηράς διαμαρτυρίας προεκάλεσεν η επιστράτευσις των ταχυδρομικών υπαλλήλων, τους οποίους η κυβέρνησις επεστράτευσεν διά να τερματισθή η απεργία. Υπό διαφόρων εκπαιδευτικών οργανώσεων εξεδόθησαν ανακοινώσεις διά των οποίων δηλούται ότι οι δημοδιδάσκαλοι θα επαναλάβουν τας απεργιακάς εκδηλώσεις των, εάν δεν ρυθμισθή το αίτημα διά την αύξησιν των αποδοχών των. Εξ άλλου ζωηράς διαμαρτυρίας προεκάλεσεν η επιστράτευσις των ταχυδρομικών υπαλλήλων, τους οποίους η κυβέρνησις επεστράτευσεν διά να τερματισθή η απεργία. ΟΙ ΜΕΤΑΛΛΩΡΥΧΟΙ Υπό διαφόρων εκπαιδευτικών οργανώσεων εξεδόθησαν ανακοινώσεις διά των οποίων δηλούται ότι οι δημοδιδάσκαλοι θα επαναλάβουν τας απεργιακάς εκδηλώσεις των, εάν δεν ρυθμισθή το αίτημα διά την αύξησιν των αποδοχών των. Εξ άλλου ζωηράς διαμαρτυρίας προεκάλεσεν η επιστράτευσις των ταχυδρομικών υπαλλήλων, τους οποίους η κυβέρνησις επεστράτευσεν διά να τερματισθή η απεργία. Υπό διαφόρων εκπαιδευτικών οργανώσεων εξεδόθησαν ανακοινώσεις διά των οποίων δηλούται ότι οι δημοδιδάσκαλοι θα επαναλάβουν τας απεργιακάς εκδηλώσεις των, εάν δεν ρυθμισθή το αίτημα διά την αύξησιν των αποδοχών των. Εξ άλλου ζωηράς διαμαρτυρίας προεκάλεσεν η επιστράτευσις των ταχυδρομικών υπαλλήλων, τους οποίους η κυβέρνησις επεστράτευσεν διά να τερματισθή η απεργία. Υπό διαφόρων εκπαιδευτικών οργανώσεων εξεδόθησαν ανακοινώσεις διά των οποίων δηλούται ότι οι δημοδιδάσκαλοι θα επαναλάβουν τας απεργιακάς εκδηλώσεις των, εάν δεν ρυθμισθή το αίτημα διά την αύξησιν των αποδοχών των. Εξ άλλου ζωηράς διαμαρτυρίας προεκάλεσεν η επιστράτευσις των ταχυδρομικών υπαλλήλων, τους οποίους η κυβέρνησις επεστράτευσεν διά να τερματισθή η απεργία. Υπό διαφόρων εκπαιδευτικών οργανώσεων εξεδόθησαν ανακοινώσεις διά των οποίων δηλούται ότι οι δημοδιδάσκαλοι θα επαναλάβουν τας απεργιακάς εκδηλώσεις των, εάν δεν ρυθμισθή το αίτημα διά την αύξησιν των αποδοχών των. Εξ άλλου ζωηράς διαμαρτυρίας προεκάλεσεν η επιστράτευσις των ταχυδρομικών υπαλλήλων, τους οποίους η κυβέρνησις επεστράτευσεν διά να τερματισθή η απεργία. ΣΥΝΕΧΕΙΑ ΕΙΣ ΤΗΝ 8ην ΣΕΛΙΔΑ xyxy=(631,1309,1174,2171)
article-body: ΑΠΟ ΤΗΝ ΚΑΤΕΡΙΝΗΝ ΚΑΤΕΡΙΝΗ, 30. — Υπό την προεδρίαν του νομάρχου συνεκλήθη σύσκεψις διά τα έργα οδοποιίας του νομού. Απεφασίσθη η ασφαλτόστρωσις της οδού προς τας ορεινάς κοινότητας. ΚΑΤΕΡΙΝΗ, 30. — Υπό την προεδρίαν του νομάρχου συνεκλήθη σύσκεψις διά τα έργα οδοποιίας του νομού. Απεφασίσθη η ασφαλτόστρωσις της οδού προς τας ορεινάς κοινότητας. ΚΑΤΕΡΙΝΗ, 30. — Υπό την προεδρίαν του νομάρχου συνεκλήθη σύσκεψις διά τα έργα οδοποιίας του νομού. Απεφασίσθη η ασφαλτόστρωσις της οδού προς τας ορεινάς κοινότητας. ΑΠΟ ΤΗΝ ΞΑΝΘΗΝ ΞΑΝΘΗ, 30. — Διά τηλεγραφήματός του ο νομάρχης ανεκοίνωσε την έγκρισιν πιστώσεως διά την ύδρευσιν. ΑΠΟ ΤΗΝ ΒΕΡΟΙΑΝ ΒΕΡΟΙΑ, 30. — Το δημοτικόν συμβούλιον ενέκρινε την κατασκευήν νέου σχολικού κτιρίου. ΒΕΡΟΙΑ, 30. — Το δημοτικόν συμβούλιον ενέκρινε την κατασκευήν νέου σχολικού κτιρίου. ΑΠΟ ΤΗΝ ΔΡΑΜΑΝ ΔΡΑΜΑ, 30. — Κατόπιν ενεργειών του Εμπορικού Επιμελητηρίου θα ιδρυθή παράρτημα τραπέζης. xyxy=(10,1248,392,1438)
coin-price: 266,00 xyxy=(586,320,615,331)
divider xyxy=(406,93,617,95)
article-car-industry xyxy=(1190,96,1558,492)
gold-price-row xyxy=(406,360,617,369)
divider xyxy=(402,1330,621,1331)
headline: ΕΠΕΔΟΘΗ ΤΟ ΜΕΤΑΛΛΙΟΝ ΕΙΣ ΤΟΝ ΘΑΛΑΣΣΟΠΟΡΟΝ xyxy=(416,1131,607,1161)
page-number-badge: Σελίς 7 xyxy=(1393,8,1559,43)
article-kakourgiodikeio xyxy=(10,242,392,365)
article-body: ΠΑΤΡΑΙ, 30. — Σοβαρώς ετραυματίσθη γυνή, την οποίαν εξυλοκόπησεν ο σύζυγός της. Μετεφέρθη εις νοσοκομείον όπου διεπιστώθη ρήξις σπληνός. ΠΑΤΡΑΙ, 30. — Σοβαρώς ετραυματίσθη γυνή, την οποίαν εξυλοκόπησεν ο σύζυγός της. Μετεφέρθη εις νοσοκομείον όπου διεπιστώθη ρήξις σπληνός. xyxy=(1190,172,1337,275)
subheadline: Η ΚΑΤΟΧΥΡΩΣΙΣ xyxy=(854,849,952,863)
coin-price: 266,00 xyxy=(586,301,615,312)
divider xyxy=(406,464,617,466)
article-eparxies xyxy=(10,1217,392,1438)
coin-price: 252,00 xyxy=(586,360,615,370)
article-body: Εκ της νομαρχίας Θεσσαλονίκης ανεκοινώθη ότι χορηγούνται 100 νέαι άδειαι αυτοκινήτων ταξί διά την περιοχήν της Θεσσαλονίκης. Αι αιτήσεις θα υποβάλλωνται μέχρι τέλους του μηνός. Εκ της νομαρχίας Θεσσαλονίκης ανεκοινώθη ότι χορηγούνται 100 νέαι άδειαι αυτοκινήτων ταξί διά την περιοχήν της Θεσσαλονίκης. Αι αιτήσεις θα υποβάλλωνται μέχρι τέλους του μηνός. xyxy=(406,97,617,201)
headline: ΕΝΕΚΡΙΘΗ ΚΑΝΟΝΙΣΜΟΣ ΤΩΝ ΑΣΤΙΚΩΝ ΚΤΕΛ xyxy=(416,1243,607,1272)
deck: Ζωηράς διαμαρτυρίας προεκάλεσεν ή επιστράτευσις τών ταχυδρομικών xyxy=(685,1248,1120,1302)
headline: ΑΙ ΤΙΜΑΙ ΤΗΣ ΛΙΡΑΣ ΚΑΙ ΤΩΝ ΑΛΛΩΝ ΧΡΥΣΩΝ ΝΟΜΙΣΜΑΤΩΝ xyxy=(414,212,610,242)
column-divider xyxy=(398,51,399,2348)
divider xyxy=(631,294,1174,296)
article-body: ΠΕΙΡΑΙΕΥΣ, 30. — Συνελήφθη έμπορος, ο οποίος ηγόραζε διάφορα εμπορεύματα επί πιστώσει και τα μετεπώλει εις λίαν χαμηλάς τιμάς, αποκομίζων παράνομα κέρδη. ΠΕΙΡΑΙΕΥΣ, 30. — Συνελήφθη έμπορος, ο οποίος ηγόραζε διάφορα εμπορεύματα επί πιστώσει και τα μετεπώλει εις λίαν χαμηλάς τιμάς, αποκομίζων παράνομα κέρδη. ΠΕΙΡΑΙΕΥΣ, 30. — Συνελήφθη έμπορος, ο οποίος ηγόραζε διάφορα εμπορεύματα επί πιστώσει και τα μετεπώλει εις λίαν χαμηλάς τιμάς, αποκομίζων παράνομα κέρδη. ΠΕΙΡΑΙΕΥΣ, 30. — Συνελήφθη έμπορος, ο οποίος ηγόραζε διάφορα εμπορεύματα επί πιστώσει και τα μετεπώλει εις λίαν χαμηλάς τιμάς, αποκομίζων παράνομα κέρδη. xyxy=(1190,1413,1558,1516)
continued-note: ΣΥΝΕΧΕΙΑ ΕΙΣ ΤΗΝ 8ην ΣΕΛΙΔΑ xyxy=(1005,2160,1167,2171)
divider xyxy=(6,647,396,648)
article-body: Υπό της Διευθύνσεως Τροχαίας ανακοινούται ότι από της Δευτέρας θα ισχύση νέα ρύθμισις της κυκλοφορίας εις το κέντρον της πόλεως. Υπό της Διευθύνσεως Τροχαίας ανακοινούται ότι από της Δευτέρας θα ισχύση νέα ρύθμισις της κυκλοφορίας εις το κέντρον της πόλεως. Υπό της Διευθύνσεως Τροχαίας ανακοινούται ότι από της Δευτέρας θα ισχύση νέα ρύθμισις της κυκλοφορίας εις το κέντρον της πόλεως. Υπό της Διευθύνσεως Τροχαίας ανακοινούται ότι από της Δευτέρας θα ισχύση νέα ρύθμισις της κυκλοφορίας εις το κέντρον της πόλεως. Υπό της Διευθύνσεως Τροχαίας ανακοινούται ότι από της Δευτέρας θα ισχύση νέα ρύθμισις της κυκλοφορίας εις το κέντρον της πόλεως. Υπό της Διευθύνσεως Τροχαίας ανακοινούται ότι από της Δευτέρας θα ισχύση νέα ρύθμισις της κυκλοφορίας εις το κέντρον της πόλεως. xyxy=(406,1356,617,1549)
divider xyxy=(6,1078,396,1079)
article-body: ΑΘΗΝΑΙ, 30. — Ο υπουργός Συντονισμού ανεκοίνωσεν ότι αντιμετωπίζεται το θέμα της ιδρύσεως εις την Ελλάδα βιομηχανίας κατασκευής αυτοκινήτων. Θα συζητηθούν αι προτάσεις ξένων εταιρειών, αι οποίαι εκδηλώνουν ενδιαφέρον. ΑΘΗΝΑΙ, 30. — Ο υπουργός Συντονισμού ανεκοίνωσεν ότι αντιμετωπίζεται το θέμα της ιδρύσεως εις την Ελλάδα βιομηχανίας κατασκευής αυτοκινήτων. Θα συζητηθούν αι προτάσεις ξένων εταιρειών, αι οποίαι εκδηλώνουν ενδιαφέρον. ΑΘΗΝΑΙ, 30. — Ο υπουργός Συντονισμού ανεκοίνωσεν ότι αντιμετωπίζεται το θέμα της ιδρύσεως εις την Ελλάδα βιομηχανίας κατασκευής αυτοκινήτων. Θα συζητηθούν αι προτάσεις ξένων εταιρειών, αι οποίαι εκδηλώνουν ενδιαφέρον. ΑΘΗΝΑΙ, 30. — Ο υπουργός Συντονισμού ανεκοίνωσεν ότι αντιμετωπίζεται το θέμα της ιδρύσεως εις την Ελλάδα βιομηχανίας κατασκευής αυτοκινήτων. Θα συζητηθούν αι προτάσεις ξένων εταιρειών, αι οποίαι εκδηλώνουν ενδιαφέρον. ΑΘΗΝΑΙ, 30. — Ο υπουργός Συντονισμού ανεκοίνωσεν ότι αντιμετωπίζεται το θέμα της ιδρύσεως εις την Ελλάδα βιομηχανίας κατασκευής αυτοκινήτων. Θα συζητηθούν αι προτάσεις ξένων εταιρειών, αι οποίαι εκδηλώνουν ενδιαφέρον. ΑΘΗΝΑΙ, 30. — Ο υπουργός Συντονισμού ανεκοίνωσεν ότι αντιμετωπίζεται το θέμα της ιδρύσεως εις την Ελλάδα βιομηχανίας κατασκευής αυτοκινήτων. Θα συζητηθούν αι προτάσεις ξένων εταιρειών, αι οποίαι εκδηλώνουν ενδιαφέρον. xyxy=(1343,116,1558,490)
headline: ΚΑΤΑ ΤΗΣ ΟΙΚΟΠΕΔΟΠΟΙΗΣΕΩΣ ΤΟΥ ΔΑΣΟΥΣ ΚΑΙ ΤΗΣ ΑΝΕΓΕΡΣΕΩΣ ΤΟΥ ΞΕΝΟΔΟΧΕΙΟΥ Η ΣΥΣΚΕΨΙΣ ΤΟΥ ΔΗΜΟΥ ΚΑΙ ΟΡΓΑΝΩΣΕΩΝ xyxy=(24,373,377,426)
article-body: ΑΘΗΝΑΙ, 30. — Συνεδρίασεν υπό την προεδρίαν του υπουργού Γεωργίας η επιτροπή διά την κατάρτισιν προγράμματος επεκτάσεως της βαμβακοκαλλιεργείας. Προβλέπεται η αύξησις των καλλιεργουμένων εκτάσεων και η παροχή δανείων προς τους παραγωγούς. ΑΘΗΝΑΙ, 30. — Συνεδρίασεν υπό την προεδρίαν του υπουργού Γεωργίας η επιτροπή διά την κατάρτισιν προγράμματος επεκτάσεως της βαμβακοκαλλιεργείας. Προβλέπεται η αύξησις των καλλιεργουμένων εκτάσεων και η παροχή δανείων προς τους παραγωγούς. ΑΘΗΝΑΙ, 30. — Συνεδρίασεν υπό την προεδρίαν του υπουργού Γεωργίας η επιτροπή διά την κατάρτισιν προγράμματος επεκτάσεως της βαμβακοκαλλιεργείας. Προβλέπεται η αύξησις των καλλιεργουμένων εκτάσεων και η παροχή δανείων προς τους παραγωγούς. ΑΘΗΝΑΙ, 30. — Συνεδρίασεν υπό την προεδρίαν του υπουργού Γεωργίας η επιτροπή διά την κατάρτισιν προγράμματος επεκτάσεως της βαμβακοκαλλιεργείας. Προβλέπεται η αύξησις των καλλιεργουμένων εκτάσεων και η παροχή δανείων προς τους παραγωγούς. xyxy=(10,711,392,874)
gold-price-row xyxy=(406,291,617,301)
divider xyxy=(6,370,396,371)
article-troxaia xyxy=(1190,1074,1558,1343)
article-body: ΕΠΙΒΕΒΑΙΟΥΤΑΙ Ο ΕΜΒΟΛΙΑΣΜΟΣ ΟΛΩΝ ΤΩΝ ΟΡΦΑΝΩΝ ΑΘΗΝΑΙ, 30. — Ανακοινούται το πρόγραμμα της επισήμου επισκέψεως. ΑΘΗΝΑΙ, 30. — Ο υπουργός των Εξωτερικών της Δυτικής Γερμανίας θα αφιχθή την Δευτέραν. Θα γίνη δεκτός υπό του πρωθυπουργού και θα έχη συνομιλίας με τον υπουργόν Εξωτερικών. Θα επισκεφθή επίσης την Ακρόπολιν και τους Δελφούς. ΑΘΗΝΑΙ, 30. — Ο υπουργός των Εξωτερικών της Δυτικής Γερμανίας θα αφιχθή την Δευτέραν. Θα γίνη δεκτός υπό του πρωθυπουργού και θα έχη συνομιλίας με τον υπουργόν Εξωτερικών. Θα επισκεφθή επίσης την Ακρόπολιν και τους Δελφούς. ΑΘΗΝΑΙ, 30. — Ο υπουργός των Εξωτερικών της Δυτικής Γερμανίας θα αφιχθή την Δευτέραν. Θα γίνη δεκτός υπό του πρωθυπουργού και θα έχη συνομιλίας με τον υπουργόν Εξωτερικών. Θα επισκεφθή επίσης την Ακρόπολιν και τους Δελφούς. xyxy=(10,927,392,1072)
article-body: Υπό του Πενταμελούς Εφετείου κατεδικάσθη εις οκτώ έτη κάθειρξιν επικίνδυνος διαρρήκτης, ο οποίος είχε διαπράξει σειράν διαρρήξεων. Υπό του Πενταμελούς Εφετείου κατεδικάσθη εις οκτώ έτη κάθειρξιν επικίνδυνος διαρρήκτης, ο οποίος είχε διαπράξει σειράν διαρρήξεων. xyxy=(1190,338,1337,441)
subheadline: ΑΠΟΛΕΥΘΕΡΩΣΙΣ xyxy=(666,889,772,904)
divider xyxy=(406,1352,617,1353)
article-body: ΑΘΗΝΑΙ, 30. — Ο υπουργός Βορείου Ελλάδος κ. Μανωλόπουλος διεξήγαγε σήμερον συνεργασίας με τους υπουργούς Οικονομικών και Δημοσίων Έργων. ΑΘΗΝΑΙ, 30. — Ο υπουργός Βορείου Ελλάδος κ. Μανωλόπουλος διεξήγαγε σήμερον συνεργασίας με τους υπουργούς Οικονομικών και Δημοσίων Έργων. xyxy=(406,467,617,551)
divider xyxy=(1190,1553,1558,1555)
headline: ΖΗΤΟΥΝ ΚΑΤΑΡΓΗΣΙΝ ΤΩΝ ΚΡΑΤΗΣΕΩΝ ΥΠΕΡ ΤΟΥ ΜΕΤΟΧΙΚΟΥ xyxy=(427,687,596,731)
headline: ΑΠΕΒΙΩΣΕΝ ΕΙΣ ΑΘΗΝΑΣ Ο Π. ΣΤΑΜΑΤΙΑΔΗΣ ΚΑΘΗΓΗΤΗΣ ΠΟΛΛΩΝ ΑΝΩΤΑΤΩΝ ΣΧΟΛΩΝ xyxy=(27,1082,374,1117)
coin-name: Βελγίου xyxy=(408,330,442,341)
headline: ΚΑΤΕΔΙΚΑΣΘΗΣΑΝ ΟΙ ΔΕΚΑ ΤΡΕΙΣ ΦΟΙΤΗΤΑΙ ΟΙ ΑΔΟΝΤΕΣ ΤΑ «ΓΝΩΣΤΑ ΛΑΙΚΑ ΤΡΑΓΟΥΔΙΑ» xyxy=(1191,503,1557,538)
gold-price-row xyxy=(406,369,617,379)
lead-article-syntaxeis xyxy=(631,51,1174,1093)
subheadline: ΘΑ ΣΥΖΗΤΗΘΟΥΝ ΑΙ ΠΡΟΤΑΣΕΙΣ ΕΤΑΙΡΕΙΩΝ xyxy=(1236,96,1512,111)
subheadline: ΝΕΚΡΟΣ ΕΙΣ ΒΟΛΟΝ xyxy=(1219,1248,1341,1262)
section-label: ΑΠΟ ΤΗΝ ΔΡΑΜΑΝ xyxy=(205,1386,392,1407)
subheadline: ΑΙ ΟΡΓΑΝΩΣΕΙΣ xyxy=(672,1679,766,1694)
headline: ΜΙΚΡΑΙ ΕΙΔΗΣΕΙΣ ΤΗΣ ΠΟΛΕΩΣ xyxy=(416,1334,608,1350)
article-mikres-athinon xyxy=(1190,1529,1558,1694)
divider xyxy=(402,684,621,685)
headline: ΕΠΕΣΤΡΕΨΕΝ ΕΚ ΚΥΠΡΟΥ Ο Κ. ΚΑΝΕΛΛΟΠΟΥΛΟΣ xyxy=(413,1062,611,1092)
deck: Συνεχίσθη εις την μικράν βουλήν ή συζήτησις επί εργατικών Ν. Δ. xyxy=(681,233,1124,291)
divider xyxy=(406,984,617,986)
headline: ΤΡΕΙΣ ΑΜΕΡΙΚΑΝΙΔΕΣ ΕΠΙΧΕΙΡΗΜΑΤΙΕΣ ΕΙΣ ΘΕΣΣΑΛΟΝΙΚΗΝ xyxy=(443,938,580,981)
article-gold-prices xyxy=(406,213,617,421)
article-body: ΑΘΗΝΑΙ, 30. — Δεν ενεκρίθη υπό του υπουργείου η αύξησις των ναύλων των κυρευτικών εις Θεσσαλονίκην. ΑΘΗΝΑΙ, 30. — Δεν ενεκρίθη υπό του υπουργείου η αύξησις των ναύλων των κυρευτικών εις Θεσσαλονίκην. xyxy=(406,863,617,926)
main-headline-line-2: ΕΖΗΤΗΣΕΝ Η ΕΝΩΣΙΣ ΚΕΝΤΡΟΥ xyxy=(684,120,1121,157)
coin-name: Εικον. (παλ. κοπής) xyxy=(408,340,490,351)
column-4 xyxy=(1186,96,1562,2348)
divider xyxy=(1186,1069,1562,1071)
article-body: ΑΘΗΝΑΙ, 30. — Ο θρησκευτικός εορτασμός της επετείου θα γίνη την Κυριακήν. Εξ άλλου ο δήμαρχος ανεκοίνωσε την έναρξιν των εργασιών διά το νέον πάρκον. ΑΘΗΝΑΙ, 30. — Ο θρησκευτικός εορτασμός της επετείου θα γίνη την Κυριακήν. Εξ άλλου ο δήμαρχος ανεκοίνωσε την έναρξιν των εργασιών διά το νέον πάρκον. ΑΘΗΝΑΙ, 30. — Ο θρησκευτικός εορτασμός της επετείου θα γίνη την Κυριακήν. Εξ άλλου ο δήμαρχος ανεκοίνωσε την έναρξιν των εργασιών διά το νέον πάρκον. ΕΠΕΣΤΡΕΨΕΝ Ο Κ. ΜΑΡΗΣ ΑΘΗΝΑΙ, 30. — Επέστρεψεν σήμερον εξ Ευρώπης ο βουλευτής κ. Μαρής. ΣΥΛΛΗΨΙΣ «ΠΕΙΡΑΤΟΥ» Παρ' όλίγον της αποκαλύψεως του κλοπής συνελήφθη υπό της αστυνομίας ο επονομαζόμενος «πειρατής». Παρ' όλίγον της αποκαλύψεως του κλοπής συνελήφθη υπό της αστυνομίας ο επονομαζόμενος «πειρατής». xyxy=(1190,1557,1558,1694)
article-americans xyxy=(406,938,617,1054)
article-metallio xyxy=(406,1132,617,1233)
coin-name: Ιταλίας xyxy=(408,320,440,331)
column-divider xyxy=(624,51,625,2348)
article-mikres-poleos xyxy=(406,1334,617,1550)
coin-price: 247,00 xyxy=(586,350,615,361)
divider xyxy=(6,1213,396,1214)
divider xyxy=(402,1239,621,1240)
article-body: ΑΘΗΝΑΙ, 30. — Το Αυτόφωρον Πλημμελειοδικείον κατεδίκασεν εις φυλάκισιν πενήντα ημερών έκαστον τους δέκα τρεις φοιτητάς, οι οποίοι συνελήφθησαν άδοντες τραγούδια. ΜΑΡΤΥΣ: Βεβαίως. ΠΡΟΕΔΡΟΣ: Τι τραγουδούσαν; ΜΑΡΤΥΣ: Γνωστά λαϊκά τραγούδια. ΑΘΗΝΑΙ, 30. — Το Αυτόφωρον Πλημμελειοδικείον κατεδίκασεν εις φυλάκισιν πενήντα ημερών έκαστον τους δέκα τρεις φοιτητάς, οι οποίοι συνελήφθησαν άδοντες τραγούδια. ΜΑΡΤΥΣ: Βεβαίως. ΠΡΟΕΔΡΟΣ: Τι τραγουδούσαν; ΜΑΡΤΥΣ: Γνωστά λαϊκά τραγούδια. ΑΘΗΝΑΙ, 30. — Το Αυτόφωρον Πλημμελειοδικείον κατεδίκασεν εις φυλάκισιν πενήντα ημερών έκαστον τους δέκα τρεις φοιτητάς, οι οποίοι συνελήφθησαν άδοντες τραγούδια. ΜΑΡΤΥΣ: Βεβαίως. ΠΡΟΕΔΡΟΣ: Τι τραγουδούσαν; ΜΑΡΤΥΣ: Γνωστά λαϊκά τραγούδια. ΑΘΗΝΑΙ, 30. — Το Αυτόφωρον Πλημμελειοδικείον κατεδίκασεν εις φυλάκισιν πενήντα ημερών έκαστον τους δέκα τρεις φοιτητάς, οι οποίοι συνελήφθησαν άδοντες τραγούδια. ΜΑΡΤΥΣ: Βεβαίως. ΠΡΟΕΔΡΟΣ: Τι τραγουδούσαν; ΜΑΡΤΥΣ: Γνωστά λαϊκά τραγούδια. ΑΘΗΝΑΙ, 30. — Το Αυτόφωρον Πλημμελειοδικείον κατεδίκασεν εις φυλάκισιν πενήντα ημερών έκαστον τους δέκα τρεις φοιτητάς, οι οποίοι συνελήφθησαν άδοντες τραγούδια. ΜΑΡΤΥΣ: Βεβαίως. ΠΡΟΕΔΡΟΣ: Τι τραγουδούσαν; ΜΑΡΤΥΣ: Γνωστά λαϊκά τραγούδια. ΑΘΗΝΑΙ, 30. — Το Αυτόφωρον Πλημμελειοδικείον κατεδίκασεν εις φυλάκισιν πενήντα ημερών έκαστον τους δέκα τρεις φοιτητάς, οι οποίοι συνελήφθησαν άδοντες τραγούδια. ΜΑΡΤΥΣ: Βεβαίως. ΠΡΟΕΔΡΟΣ: Τι τραγουδούσαν; ΜΑΡΤΥΣ: Γνωστά λαϊκά τραγούδια. ΑΘΗΝΑΙ, 30. — Το Αυτόφωρον Πλημμελειοδικείον κατεδίκασεν εις φυλάκισιν πενήντα ημερών έκαστον τους δέκα τρεις φοιτητάς, οι οποίοι συνελήφθησαν άδοντες τραγούδια. ΜΑΡΤΥΣ: Βεβαίως. ΠΡΟΕΔΡΟΣ: Τι τραγουδούσαν; ΜΑΡΤΥΣ: Γνωστά λαϊκά τραγούδια. ΑΘΗΝΑΙ, 30. — Το Αυτόφωρον Πλημμελειοδικείον κατεδίκασεν εις φυλάκισιν πενήντα ημερών έκαστον τους δέκα τρεις φοιτητάς, οι οποίοι συνελήφθησαν άδοντες τραγούδια. ΜΑΡΤΥΣ: Βεβαίως. ΠΡΟΕΔΡΟΣ: Τι τραγουδούσαν; ΜΑΡΤΥΣ: Γνωστά λαϊκά τραγούδια. ΑΘΗΝΑΙ, 30. — Το Αυτόφωρον Πλημμελειοδικείον κατεδίκασεν εις φυλάκισιν πενήντα ημερών έκαστον τους δέκα τρεις φοιτητάς, οι οποίοι συνελήφθησαν άδοντες τραγούδια. ΜΑΡΤΥΣ: Βεβαίως. ΠΡΟΕΔΡΟΣ: Τι τραγουδούσαν; ΜΑΡΤΥΣ: Γνωστά λαϊκά τραγούδια. ΑΘΗΝΑΙ, 30. — Το Αυτόφωρον Πλημμελειοδικείον κατεδίκασεν εις φυλάκισιν πενήντα ημερών έκαστον τους δέκα τρεις φοιτητάς, οι οποίοι συνελήφθησαν άδοντες τραγούδια. ΜΑΡΤΥΣ: Βεβαίως. ΠΡΟΕΔΡΟΣ: Τι τραγουδούσαν; ΜΑΡΤΥΣ: Γνωστά λαϊκά τραγούδια. ΑΘΗΝΑΙ, 30. — Το Αυτόφωρον Πλημμελειοδικείον κατεδίκασεν εις φυλάκισιν πενήντα ημερών έκαστον τους δέκα τρεις φοιτητάς, οι οποίοι συνελήφθησαν άδοντες τραγούδια. ΜΑΡΤΥΣ: Βεβαίως. ΠΡΟΕΔΡΟΣ: Τι τραγουδούσαν; ΜΑΡΤΥΣ: Γνωστά λαϊκά τραγούδια. ΑΘΗΝΑΙ, 30. — Το Αυτόφωρον Πλημμελειοδικείον κατεδίκασεν εις φυλάκισιν πενήντα ημερών έκαστον τους δέκα τρεις φοιτητάς, οι οποίοι συνελήφθησαν άδοντες τραγούδια. ΜΑΡΤΥΣ: Βεβαίως. ΠΡΟΕΔΡΟΣ: Τι τραγουδούσαν; ΜΑΡΤΥΣ: Γνωστά λαϊκά τραγούδια. xyxy=(1190,566,1558,1061)
column-1 xyxy=(6,61,396,2348)
headline: ΠΡΟΓΡΑΜΜΑ ΕΠΕΚΤΑΣΕΩΣ ΤΗΣ ΒΑΜΒΑΚΟΚΑΛΛΙΕΡΓΕΙΑΣ ΚΑΤΑΡΤΙΖΕΙ ΤΟ ΥΠΟΥΡΓΕΙΟΝ ΤΗΣ ΓΕΩΡΓΙΑΣ xyxy=(41,651,361,703)
coin-name: Αγγλίας xyxy=(408,281,442,292)
article-row xyxy=(1190,117,1558,492)
divider xyxy=(6,238,396,239)
gold-price-row xyxy=(406,311,617,320)
divider xyxy=(402,427,621,428)
divider xyxy=(1190,278,1337,279)
article-metoxiko xyxy=(406,688,617,804)
divider xyxy=(1190,562,1558,564)
divider xyxy=(10,1120,392,1122)
subheadline: ΠΑΡΑ ΤΟΝ ΑΞΙΟΝ xyxy=(1415,1263,1521,1278)
subheadline: ΕΠΙΒΕΒΑΙΟΥΤΑΙ Ο ΕΜΒΟΛΙΑΣΜΟΣ ΟΛΩΝ ΤΩΝ ΟΡΦΑΝΩΝ xyxy=(19,927,188,972)
divider xyxy=(402,1128,621,1129)
section-label: ΑΠΟ ΤΗΝ ΚΑΤΕΡΙΝΗΝ xyxy=(10,1247,197,1268)
subheadline: ΟΙ ΔΙΔΑΣΚΑΛΟΙ xyxy=(857,1598,949,1612)
column-2 xyxy=(402,47,621,2348)
coin-price: 268,00 xyxy=(586,311,615,321)
article-vamvaki xyxy=(10,651,392,876)
headline: 100 ΑΔΕΙΑΙ ΤΑΞΙ ΧΟΡΗΓΟΥΝΤΑΙ ΔΙΑ ΤΗΝ ΠΕΡΙΟΧΗΝ ΘΕΣΣΑΛΟΝΙΚΗΣ xyxy=(415,47,609,90)
article-body: ΑΘΗΝΑΙ, 30. — Ενεκρίθη ο νέος κανονισμός λειτουργίας των αστικών ΚΤΕΛ. ΑΘΗΝΑΙ, 30. — Ενεκρίθη ο νέος κανονισμός λειτουργίας των αστικών ΚΤΕΛ. xyxy=(406,1279,617,1322)
divider xyxy=(10,145,392,147)
divider xyxy=(402,1059,621,1060)
divider xyxy=(1190,1146,1558,1148)
headline: ΜΙΚΡΑΙ ΕΙΔΗΣΕΙΣ ΕΞ ΑΘΗΝΩΝ xyxy=(1253,1529,1494,1550)
coin-price: 185,00 xyxy=(586,340,615,351)
section-label: ΑΠΟ ΤΗΝ ΞΑΝΘΗΝ xyxy=(205,1247,392,1268)
divider xyxy=(402,809,621,810)
subheadline: ΟΙ ΜΕΤΑΛΛΩΡΥΧΟΙ xyxy=(1029,1648,1144,1663)
subheadline: ΠΟΛΛΑ ΕΡΩΤΗΜΑΤΙΚΑ xyxy=(1018,362,1154,376)
article-body: ΑΘΗΝΑΙ, 30. — Ο εισαγγελεύς εφετών ήσκησεν έφεσιν κατά του βουλεύματος και ζητεί την παραπομπήν εις το κακουργιοδικείον του κατηγορουμένου διά την πυρπόλησιν του βοηθού του εις το εργαστήριον. ΑΘΗΝΑΙ, 30. — Ο εισαγγελεύς εφετών ήσκησεν έφεσιν κατά του βουλεύματος και ζητεί την παραπομπήν εις το κακουργιοδικείον του κατηγορουμένου διά την πυρπόλησιν του βοηθού του εις το εργαστήριον. xyxy=(10,302,392,363)
second-headline-line-3: ΑΝ ΔΕΝ ΡΥΘΜΙΣΘΗ ΤΟ ΑΙΤΗΜΑ ΤΩΝ xyxy=(646,1192,1159,1244)
gold-price-row xyxy=(406,320,617,330)
divider xyxy=(10,297,392,299)
article-body: Τρία θανατηφόρα και αρκετά άλλα τροχαία δυστυχήματα σημειώθησαν χθες εις διαφόρους περιοχάς της χώρας. Τρία θανατηφόρα και αρκετά άλλα τροχαία δυστυχήματα σημειώθησαν χθες εις διαφόρους περιοχάς της χώρας. Τρία θανατηφόρα και αρκετά άλλα τροχαία δυστυχήματα σημειώθησαν χθες εις διαφόρους περιοχάς της χώρας. ΝΕΚΡΟΣ ΕΙΣ ΒΟΛΟΝ Τρία θανατηφόρα και αρκετά άλλα τροχαία δυστυχήματα σημειώθησαν χθες εις διαφόρους περιοχάς της χώρας. Τρία θανατηφόρα και αρκετά άλλα τροχαία δυστυχήματα σημειώθησαν χθες εις διαφόρους περιοχάς της χώρας. ΜΟΤΟΣΥΚΛΕΤΙΣΤΗΣ ΦΟΝΕΥΘΕΙΣ Τρία θανατηφόρα και αρκετά άλλα τροχαία δυστυχήματα σημειώθησαν χθες εις διαφόρους περιοχάς της χώρας. ΑΦΗΛΟΝΤΑΙ ΕΙΣ ΧΑΡΑΞΙΝ Τρία θανατηφόρα και αρκετά άλλα τροχαία δυστυχήματα σημειώθησαν χθες εις διαφόρους περιοχάς της χώρας. ΠΑΡΑ ΤΟΝ ΑΞΙΟΝ Τρία θανατηφόρα και αρκετά άλλα τροχαία δυστυχήματα σημειώθησαν χθες εις διαφόρους περιοχάς της χώρας. Τρία θανατηφόρα και αρκετά άλλα τροχαία δυστυχήματα σημειώθησαν χθες εις διαφόρους περιοχάς της χώρας. xyxy=(1190,1151,1558,1343)
article-taxi xyxy=(406,47,617,203)
subheadline: ΑΣΦΑΛΙΣΤΙΚΑ xyxy=(677,586,760,601)
subheadline: ΟΙ ΤΑΧΥΔΡΟΜΙΚΟΙ xyxy=(664,2065,773,2080)
divider xyxy=(1190,540,1558,541)
coin-price: 308,50 xyxy=(586,281,615,292)
headline: ΤΡΕΙΣ ΝΕΚΡΟΙ ΕΙΣ ΒΟΛΟΝ, ΑΘΗΝΑΣ ΚΑΙ ΚΡΗΤΗΝ ΚΑΙ ΟΚΤΩ ΤΡΑΥΜΑΤΙΑΙ ΕΙΣ ΑΛΛΑΣ ΠΕΡΙΟΧΑΣ ΕΚ ΤΩΝ ΧΘΕΣΙΝΩΝ ΤΡΟΧΑΙΩΝ ΔΥΣΤΥΧΗΜΑΤΩΝ xyxy=(1208,1074,1540,1144)
divider xyxy=(6,882,396,883)
divider xyxy=(402,559,621,560)
divider xyxy=(1190,1408,1558,1410)
